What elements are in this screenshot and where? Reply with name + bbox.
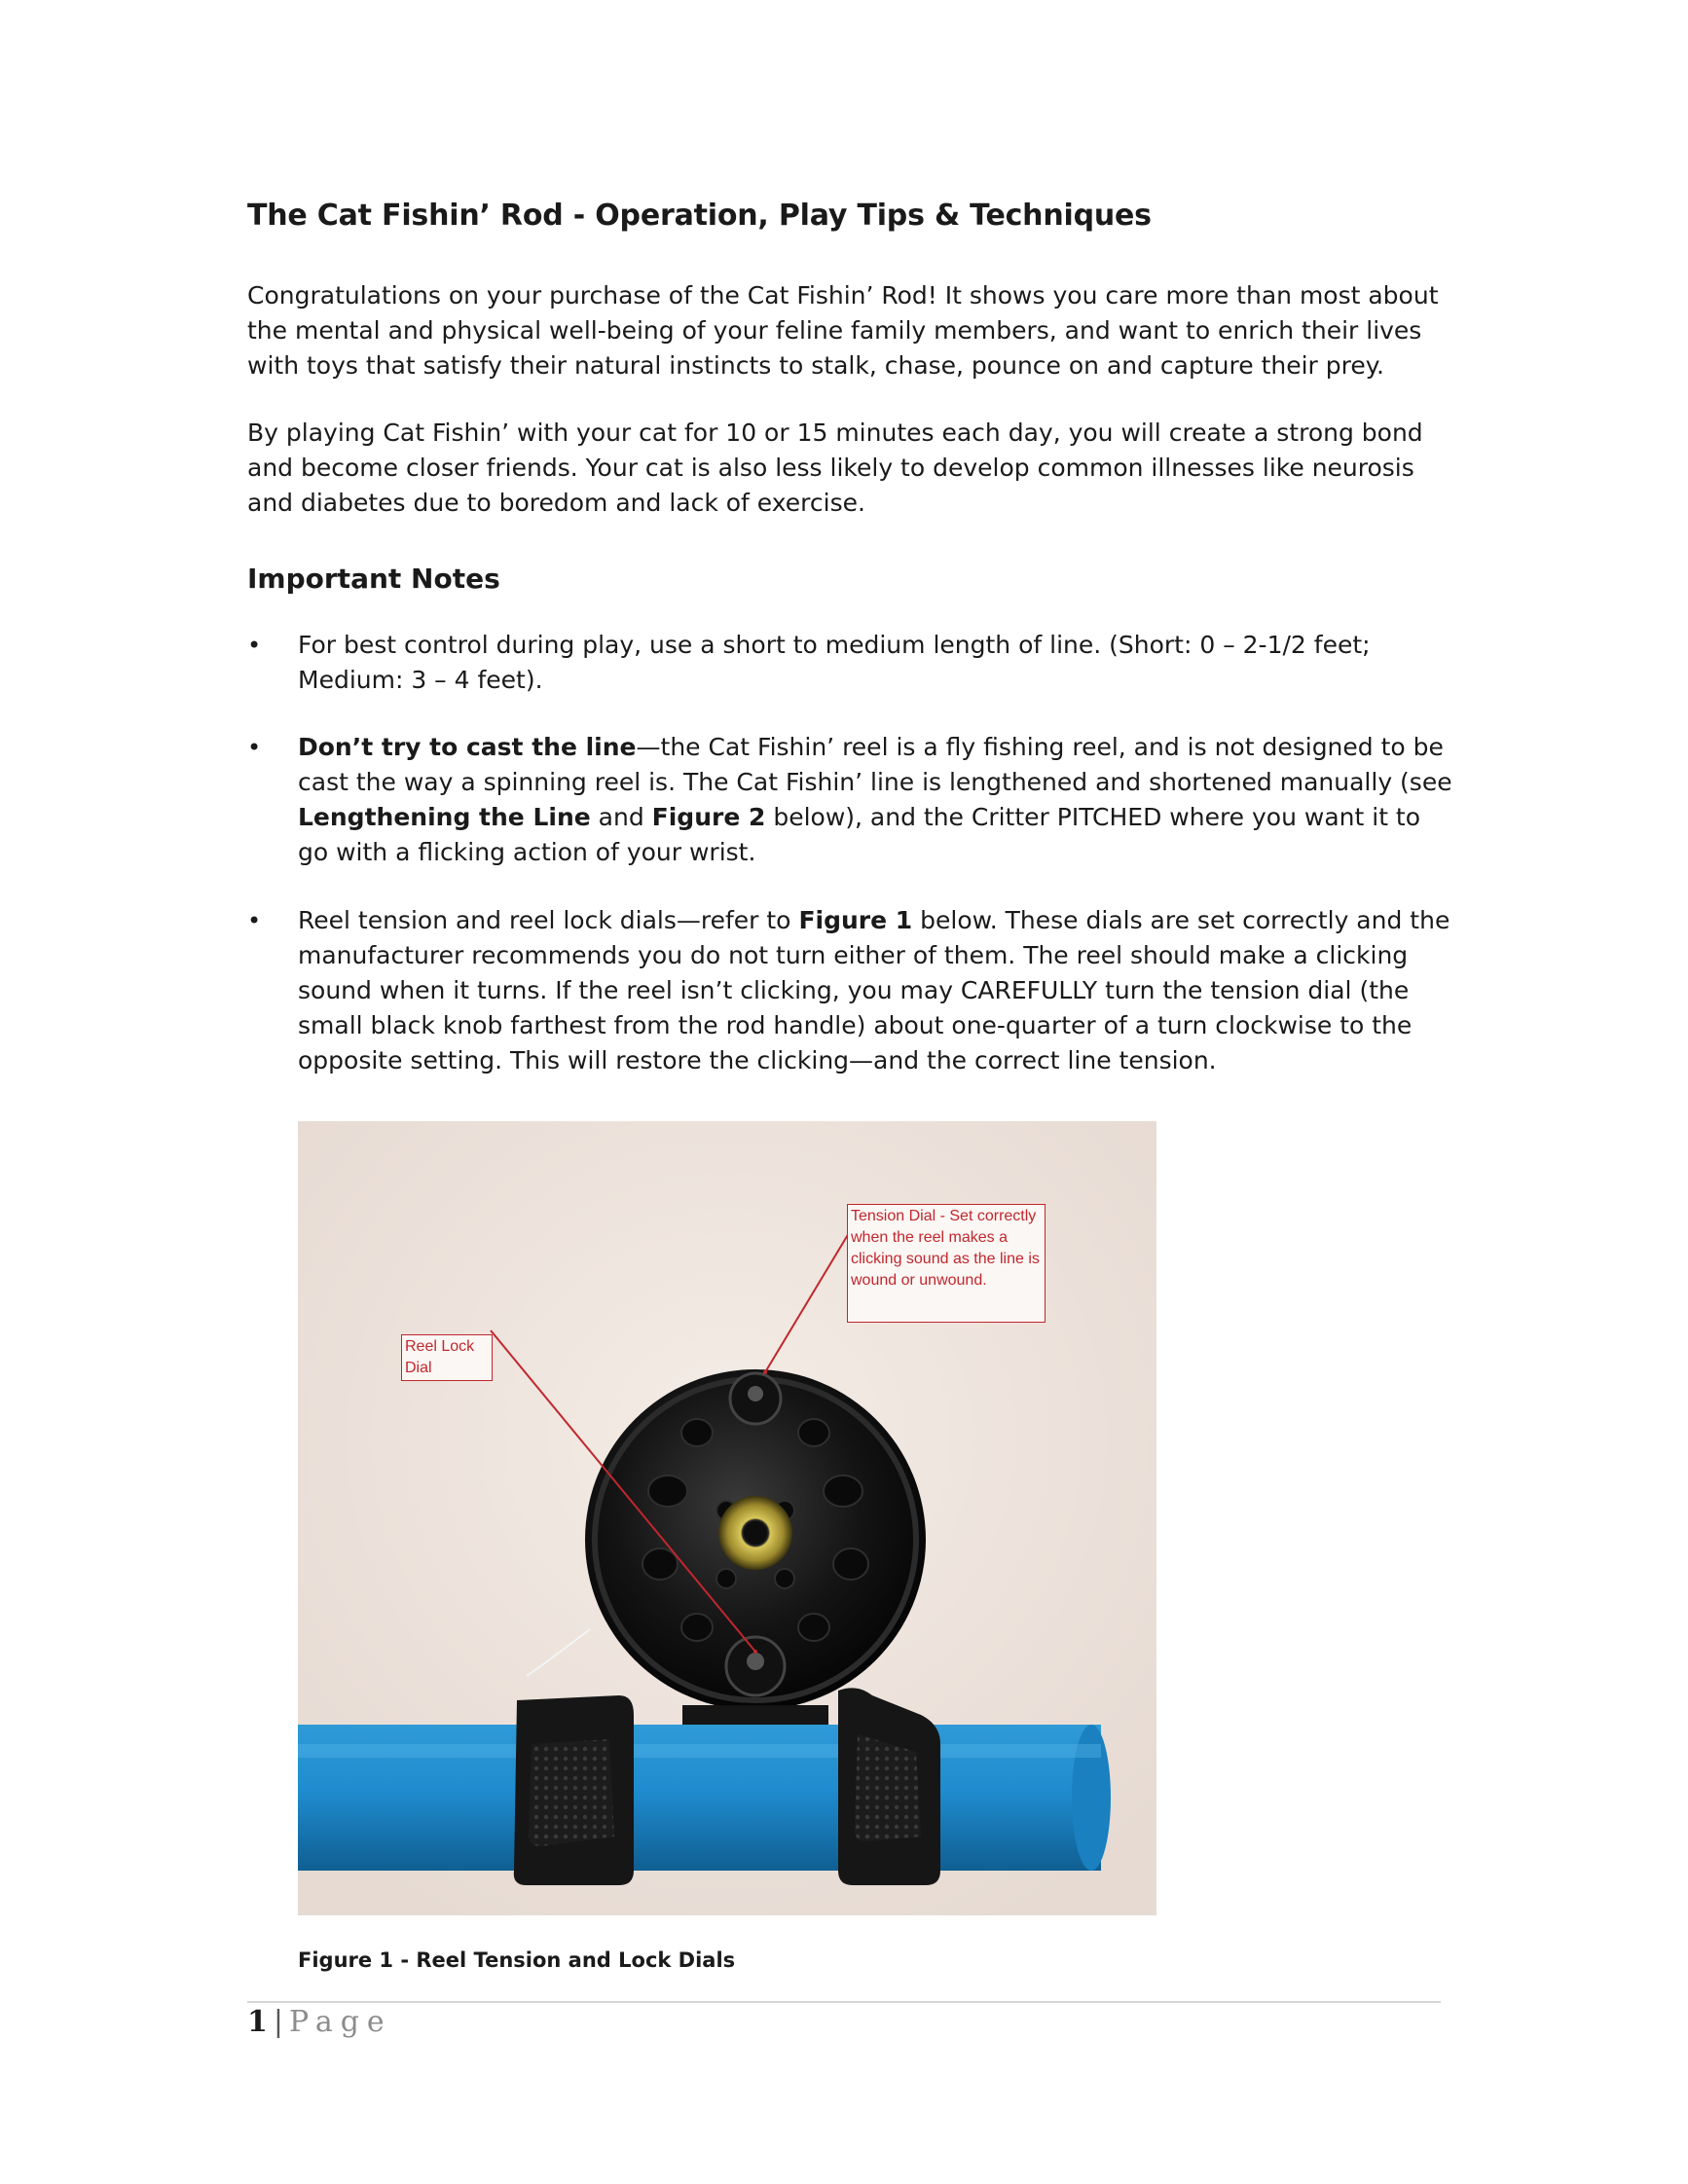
- figure-caption: Figure 1 - Reel Tension and Lock Dials: [298, 1948, 736, 1972]
- note-text-part: —the Cat Fishin’ reel is a fly fishing reel, and is not designed to be cast the way a spinning reel is. The Cat Fishin’ line is lengthened and shortened manually (see: [298, 733, 1452, 796]
- intro-paragraph-1: Congratulations on your purchase of the Cat Fishin’ Rod! It shows you care more than most about the mental and physical well-being of your feline family members, and want to enrich their lives with toys that satisfy their natural instincts to stalk, chase, pounce on and capture their prey.: [247, 281, 1439, 380]
- note-item-line-length: [247, 628, 1454, 698]
- page-title: The Cat Fishin’ Rod - Operation, Play Tips & Techniques: [247, 199, 1152, 233]
- important-notes-heading: Important Notes: [247, 563, 500, 595]
- note-text-part: and: [590, 803, 652, 831]
- note-text: [298, 903, 1454, 1078]
- figure-1-ref: Figure 1: [798, 906, 913, 934]
- lengthening-line-ref: Lengthening the Line: [298, 803, 591, 831]
- figure-2-ref: Figure 2: [651, 803, 766, 831]
- bullet-icon: •: [247, 907, 262, 934]
- intro-paragraph-2: By playing Cat Fishin’ with your cat for 10 or 15 minutes each day, you will create a strong bond and become closer friends. Your cat is also less likely to develop common illnesses like neurosis and diabetes due to boredom and lack of exercise.: [247, 419, 1423, 517]
- note-text: For best control during play, use a short to medium length of line. (Short: 0 – 2-1/2 feet; Medium: 3 – 4 feet).: [298, 631, 1371, 694]
- note-text: [298, 730, 1454, 870]
- footer-separator: |: [273, 2005, 283, 2039]
- note-text-part: Reel tension and reel lock dials—refer to: [298, 906, 799, 934]
- figure-1-reel-photo: [298, 1121, 1156, 1915]
- page-footer: [247, 2005, 392, 2039]
- note-item-tension-dials: [247, 903, 1454, 1078]
- page-label: Page: [288, 2005, 392, 2039]
- footer-divider: [247, 2001, 1441, 2003]
- bullet-icon: •: [247, 734, 262, 761]
- note-item-casting: [247, 730, 1454, 870]
- note-text-part: below), and the Critter PITCHED where you want it to go with a flicking action of your wrist.: [298, 803, 1421, 866]
- note-text-part: below. These dials are set correctly and the manufacturer recommends you do not turn either of them. The reel should make a clicking sound when it turns. If the reel isn’t clicking, you may CAREFULLY turn the tension dial (the small black knob farthest from the rod handle) about one-quarter of a turn clockwise to the opposite setting. This will restore the clicking—and the correct line tension.: [298, 906, 1450, 1074]
- note-bold-lead: Don’t try to cast the line: [298, 733, 637, 761]
- tension-dial-callout: Tension Dial - Set correctly when the reel makes a clicking sound as the line is wound or unwound.: [847, 1204, 1046, 1323]
- page-number: 1: [247, 2005, 268, 2039]
- reel-lock-dial-callout: Reel Lock Dial: [401, 1334, 493, 1381]
- bullet-icon: •: [247, 632, 262, 659]
